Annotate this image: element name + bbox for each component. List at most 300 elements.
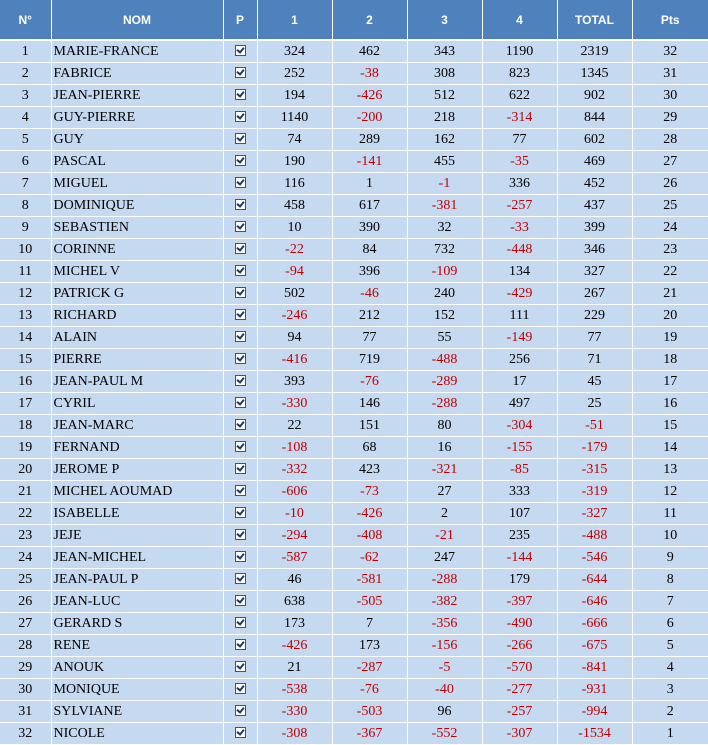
total-score: 45: [557, 371, 632, 393]
header-present: P: [223, 0, 257, 40]
present-checkbox[interactable]: [223, 40, 257, 63]
round-4-score: -33: [482, 217, 557, 239]
round-4-score: -307: [482, 723, 557, 745]
table-row: [0, 129, 708, 151]
round-1-score: -426: [257, 635, 332, 657]
checkbox-checked-icon[interactable]: [235, 419, 246, 430]
round-1-score: -10: [257, 503, 332, 525]
rank-cell: 4: [0, 107, 51, 129]
round-1-score: -416: [257, 349, 332, 371]
player-name: CORINNE: [51, 239, 223, 261]
round-2-score: -46: [332, 283, 407, 305]
points-cell: 8: [632, 569, 708, 591]
present-checkbox[interactable]: [223, 635, 257, 657]
present-checkbox[interactable]: [223, 63, 257, 85]
total-score: 844: [557, 107, 632, 129]
player-name: PASCAL: [51, 151, 223, 173]
points-cell: 11: [632, 503, 708, 525]
present-checkbox[interactable]: [223, 327, 257, 349]
round-1-score: 74: [257, 129, 332, 151]
checkbox-checked-icon[interactable]: [235, 375, 246, 386]
total-score: -488: [557, 525, 632, 547]
total-score: -546: [557, 547, 632, 569]
table-row: [0, 40, 708, 63]
points-cell: 1: [632, 723, 708, 745]
points-cell: 23: [632, 239, 708, 261]
player-name: JEAN-LUC: [51, 591, 223, 613]
round-4-score: 107: [482, 503, 557, 525]
round-3-score: -109: [407, 261, 482, 283]
present-checkbox[interactable]: [223, 657, 257, 679]
checkbox-checked-icon[interactable]: [235, 595, 246, 606]
round-4-score: -277: [482, 679, 557, 701]
checkbox-checked-icon[interactable]: [235, 67, 246, 78]
total-score: -644: [557, 569, 632, 591]
round-2-score: -73: [332, 481, 407, 503]
total-score: 77: [557, 327, 632, 349]
present-checkbox[interactable]: [223, 393, 257, 415]
rank-cell: 22: [0, 503, 51, 525]
rank-cell: 12: [0, 283, 51, 305]
header-rank: N°: [0, 0, 51, 40]
rank-cell: 27: [0, 613, 51, 635]
checkbox-checked-icon[interactable]: [235, 507, 246, 518]
round-3-score: -5: [407, 657, 482, 679]
points-cell: 25: [632, 195, 708, 217]
rank-cell: 5: [0, 129, 51, 151]
round-3-score: 16: [407, 437, 482, 459]
player-name: MARIE-FRANCE: [51, 40, 223, 63]
round-4-score: 179: [482, 569, 557, 591]
round-2-score: -141: [332, 151, 407, 173]
table-row: [0, 217, 708, 239]
checkbox-checked-icon[interactable]: [235, 309, 246, 320]
total-score: -179: [557, 437, 632, 459]
round-4-score: -35: [482, 151, 557, 173]
round-4-score: 823: [482, 63, 557, 85]
table-row: [0, 173, 708, 195]
player-name: ALAIN: [51, 327, 223, 349]
round-2-score: 617: [332, 195, 407, 217]
total-score: -841: [557, 657, 632, 679]
round-4-score: -397: [482, 591, 557, 613]
player-name: NICOLE: [51, 723, 223, 745]
round-3-score: 343: [407, 40, 482, 63]
player-name: MICHEL V: [51, 261, 223, 283]
present-checkbox[interactable]: [223, 239, 257, 261]
present-checkbox[interactable]: [223, 437, 257, 459]
round-3-score: 32: [407, 217, 482, 239]
header-round-3: 3: [407, 0, 482, 40]
points-cell: 24: [632, 217, 708, 239]
round-1-score: 252: [257, 63, 332, 85]
total-score: 469: [557, 151, 632, 173]
present-checkbox[interactable]: [223, 371, 257, 393]
round-4-score: 134: [482, 261, 557, 283]
table-row: [0, 525, 708, 547]
present-checkbox[interactable]: [223, 85, 257, 107]
present-checkbox[interactable]: [223, 503, 257, 525]
present-checkbox[interactable]: [223, 195, 257, 217]
round-3-score: 732: [407, 239, 482, 261]
round-4-score: 497: [482, 393, 557, 415]
table-row: [0, 63, 708, 85]
total-score: -675: [557, 635, 632, 657]
present-checkbox[interactable]: [223, 547, 257, 569]
player-name: JEJE: [51, 525, 223, 547]
round-3-score: -288: [407, 569, 482, 591]
total-score: 25: [557, 393, 632, 415]
table-row: [0, 239, 708, 261]
player-name: RENE: [51, 635, 223, 657]
total-score: -646: [557, 591, 632, 613]
round-4-score: -85: [482, 459, 557, 481]
player-name: DOMINIQUE: [51, 195, 223, 217]
player-name: GERARD S: [51, 613, 223, 635]
round-3-score: -382: [407, 591, 482, 613]
table-row: [0, 481, 708, 503]
points-cell: 3: [632, 679, 708, 701]
checkbox-checked-icon[interactable]: [235, 617, 246, 628]
round-4-score: -490: [482, 613, 557, 635]
round-1-score: -587: [257, 547, 332, 569]
round-4-score: -257: [482, 195, 557, 217]
table-row: [0, 393, 708, 415]
header-round-1: 1: [257, 0, 332, 40]
player-name: ANOUK: [51, 657, 223, 679]
present-checkbox[interactable]: [223, 217, 257, 239]
player-name: FABRICE: [51, 63, 223, 85]
present-checkbox[interactable]: [223, 305, 257, 327]
points-cell: 31: [632, 63, 708, 85]
present-checkbox[interactable]: [223, 569, 257, 591]
round-2-score: 1: [332, 173, 407, 195]
rank-cell: 30: [0, 679, 51, 701]
table-row: [0, 85, 708, 107]
checkbox-checked-icon[interactable]: [235, 243, 246, 254]
round-3-score: -40: [407, 679, 482, 701]
table-row: [0, 327, 708, 349]
checkbox-checked-icon[interactable]: [235, 133, 246, 144]
round-1-score: -606: [257, 481, 332, 503]
round-2-score: 173: [332, 635, 407, 657]
round-3-score: 27: [407, 481, 482, 503]
player-name: JEAN-PIERRE: [51, 85, 223, 107]
round-2-score: -76: [332, 371, 407, 393]
checkbox-checked-icon[interactable]: [235, 331, 246, 342]
total-score: -319: [557, 481, 632, 503]
table-row: [0, 547, 708, 569]
round-4-score: -257: [482, 701, 557, 723]
round-2-score: 151: [332, 415, 407, 437]
round-3-score: 308: [407, 63, 482, 85]
total-score: 229: [557, 305, 632, 327]
total-score: 437: [557, 195, 632, 217]
round-2-score: -62: [332, 547, 407, 569]
present-checkbox[interactable]: [223, 613, 257, 635]
round-1-score: 94: [257, 327, 332, 349]
checkbox-checked-icon[interactable]: [235, 463, 246, 474]
round-2-score: -287: [332, 657, 407, 679]
table-body: [0, 40, 708, 745]
table-row: [0, 679, 708, 701]
rank-cell: 31: [0, 701, 51, 723]
points-cell: 4: [632, 657, 708, 679]
points-cell: 2: [632, 701, 708, 723]
table-row: [0, 261, 708, 283]
table-header: [0, 0, 708, 40]
table-row: [0, 305, 708, 327]
rank-cell: 7: [0, 173, 51, 195]
checkbox-checked-icon[interactable]: [235, 177, 246, 188]
checkbox-checked-icon[interactable]: [235, 441, 246, 452]
table-row: [0, 107, 708, 129]
checkbox-checked-icon[interactable]: [235, 353, 246, 364]
player-name: JEAN-MARC: [51, 415, 223, 437]
total-score: 452: [557, 173, 632, 195]
round-3-score: -321: [407, 459, 482, 481]
round-3-score: 512: [407, 85, 482, 107]
table-row: [0, 349, 708, 371]
round-2-score: 423: [332, 459, 407, 481]
round-1-score: 458: [257, 195, 332, 217]
table-row: [0, 415, 708, 437]
round-3-score: -381: [407, 195, 482, 217]
checkbox-checked-icon[interactable]: [235, 639, 246, 650]
round-2-score: -505: [332, 591, 407, 613]
player-name: PIERRE: [51, 349, 223, 371]
round-2-score: 77: [332, 327, 407, 349]
rank-cell: 29: [0, 657, 51, 679]
present-checkbox[interactable]: [223, 481, 257, 503]
round-2-score: -76: [332, 679, 407, 701]
rank-cell: 1: [0, 40, 51, 63]
round-1-score: -330: [257, 393, 332, 415]
checkbox-checked-icon[interactable]: [235, 705, 246, 716]
round-1-score: 190: [257, 151, 332, 173]
player-name: GUY-PIERRE: [51, 107, 223, 129]
round-2-score: 719: [332, 349, 407, 371]
present-checkbox[interactable]: [223, 591, 257, 613]
present-checkbox[interactable]: [223, 151, 257, 173]
points-cell: 20: [632, 305, 708, 327]
points-cell: 13: [632, 459, 708, 481]
checkbox-checked-icon[interactable]: [235, 45, 246, 56]
present-checkbox[interactable]: [223, 283, 257, 305]
points-cell: 32: [632, 40, 708, 63]
player-name: PATRICK G: [51, 283, 223, 305]
checkbox-checked-icon[interactable]: [235, 529, 246, 540]
player-name: RICHARD: [51, 305, 223, 327]
round-4-score: -149: [482, 327, 557, 349]
header-points: Pts: [632, 0, 708, 40]
player-name: CYRIL: [51, 393, 223, 415]
points-cell: 30: [632, 85, 708, 107]
total-score: 2319: [557, 40, 632, 63]
round-3-score: 80: [407, 415, 482, 437]
rank-cell: 2: [0, 63, 51, 85]
present-checkbox[interactable]: [223, 679, 257, 701]
checkbox-checked-icon[interactable]: [235, 155, 246, 166]
checkbox-checked-icon[interactable]: [235, 221, 246, 232]
checkbox-checked-icon[interactable]: [235, 661, 246, 672]
round-2-score: 390: [332, 217, 407, 239]
round-3-score: -356: [407, 613, 482, 635]
round-2-score: 212: [332, 305, 407, 327]
rank-cell: 9: [0, 217, 51, 239]
round-4-score: -429: [482, 283, 557, 305]
table-row: [0, 591, 708, 613]
round-1-score: 393: [257, 371, 332, 393]
round-1-score: -332: [257, 459, 332, 481]
header-round-2: 2: [332, 0, 407, 40]
table-row: [0, 195, 708, 217]
total-score: 346: [557, 239, 632, 261]
present-checkbox[interactable]: [223, 459, 257, 481]
player-name: SYLVIANE: [51, 701, 223, 723]
header-name: NOM: [51, 0, 223, 40]
rank-cell: 20: [0, 459, 51, 481]
round-2-score: -426: [332, 85, 407, 107]
round-2-score: 68: [332, 437, 407, 459]
round-1-score: 173: [257, 613, 332, 635]
checkbox-checked-icon[interactable]: [235, 287, 246, 298]
round-4-score: -155: [482, 437, 557, 459]
points-cell: 17: [632, 371, 708, 393]
rank-cell: 3: [0, 85, 51, 107]
header-row: [0, 0, 708, 40]
table-row: [0, 283, 708, 305]
points-cell: 15: [632, 415, 708, 437]
round-1-score: 324: [257, 40, 332, 63]
total-score: 602: [557, 129, 632, 151]
points-cell: 6: [632, 613, 708, 635]
points-cell: 19: [632, 327, 708, 349]
points-cell: 16: [632, 393, 708, 415]
rank-cell: 14: [0, 327, 51, 349]
player-name: MIGUEL: [51, 173, 223, 195]
table-row: [0, 635, 708, 657]
rank-cell: 11: [0, 261, 51, 283]
rank-cell: 8: [0, 195, 51, 217]
points-cell: 12: [632, 481, 708, 503]
checkbox-checked-icon[interactable]: [235, 265, 246, 276]
rank-cell: 32: [0, 723, 51, 745]
player-name: JEAN-PAUL M: [51, 371, 223, 393]
checkbox-checked-icon[interactable]: [235, 683, 246, 694]
present-checkbox[interactable]: [223, 261, 257, 283]
player-name: FERNAND: [51, 437, 223, 459]
round-3-score: -156: [407, 635, 482, 657]
round-2-score: -426: [332, 503, 407, 525]
table-row: [0, 459, 708, 481]
header-round-4: 4: [482, 0, 557, 40]
rank-cell: 24: [0, 547, 51, 569]
total-score: 327: [557, 261, 632, 283]
round-2-score: 396: [332, 261, 407, 283]
player-name: MONIQUE: [51, 679, 223, 701]
present-checkbox[interactable]: [223, 129, 257, 151]
round-2-score: -581: [332, 569, 407, 591]
checkbox-checked-icon[interactable]: [235, 199, 246, 210]
round-1-score: -308: [257, 723, 332, 745]
player-name: JEROME P: [51, 459, 223, 481]
present-checkbox[interactable]: [223, 349, 257, 371]
present-checkbox[interactable]: [223, 107, 257, 129]
rank-cell: 13: [0, 305, 51, 327]
round-3-score: 240: [407, 283, 482, 305]
round-3-score: 152: [407, 305, 482, 327]
player-name: JEAN-MICHEL: [51, 547, 223, 569]
table-row: [0, 723, 708, 745]
player-name: SEBASTIEN: [51, 217, 223, 239]
round-2-score: 7: [332, 613, 407, 635]
rank-cell: 21: [0, 481, 51, 503]
checkbox-checked-icon[interactable]: [235, 397, 246, 408]
rank-cell: 25: [0, 569, 51, 591]
present-checkbox[interactable]: [223, 723, 257, 745]
round-1-score: -538: [257, 679, 332, 701]
round-2-score: -408: [332, 525, 407, 547]
rank-cell: 23: [0, 525, 51, 547]
total-score: 902: [557, 85, 632, 107]
table-row: [0, 503, 708, 525]
points-cell: 26: [632, 173, 708, 195]
round-2-score: -367: [332, 723, 407, 745]
round-4-score: -144: [482, 547, 557, 569]
round-4-score: 77: [482, 129, 557, 151]
points-cell: 28: [632, 129, 708, 151]
round-2-score: 462: [332, 40, 407, 63]
present-checkbox[interactable]: [223, 173, 257, 195]
points-cell: 14: [632, 437, 708, 459]
round-1-score: 21: [257, 657, 332, 679]
round-3-score: 2: [407, 503, 482, 525]
present-checkbox[interactable]: [223, 701, 257, 723]
points-cell: 29: [632, 107, 708, 129]
checkbox-checked-icon[interactable]: [235, 89, 246, 100]
round-3-score: -288: [407, 393, 482, 415]
round-1-score: 22: [257, 415, 332, 437]
rank-cell: 16: [0, 371, 51, 393]
total-score: 267: [557, 283, 632, 305]
points-cell: 7: [632, 591, 708, 613]
present-checkbox[interactable]: [223, 525, 257, 547]
player-name: MICHEL AOUMAD: [51, 481, 223, 503]
checkbox-checked-icon[interactable]: [235, 573, 246, 584]
points-cell: 27: [632, 151, 708, 173]
round-1-score: -22: [257, 239, 332, 261]
present-checkbox[interactable]: [223, 415, 257, 437]
rank-cell: 18: [0, 415, 51, 437]
round-1-score: -294: [257, 525, 332, 547]
player-name: GUY: [51, 129, 223, 151]
round-2-score: -503: [332, 701, 407, 723]
checkbox-checked-icon[interactable]: [235, 111, 246, 122]
checkbox-checked-icon[interactable]: [235, 551, 246, 562]
round-4-score: 622: [482, 85, 557, 107]
round-4-score: -570: [482, 657, 557, 679]
round-3-score: 162: [407, 129, 482, 151]
checkbox-checked-icon[interactable]: [235, 485, 246, 496]
table-row: [0, 151, 708, 173]
round-1-score: 194: [257, 85, 332, 107]
rank-cell: 26: [0, 591, 51, 613]
round-4-score: 17: [482, 371, 557, 393]
round-4-score: -448: [482, 239, 557, 261]
round-3-score: -488: [407, 349, 482, 371]
checkbox-checked-icon[interactable]: [235, 727, 246, 738]
